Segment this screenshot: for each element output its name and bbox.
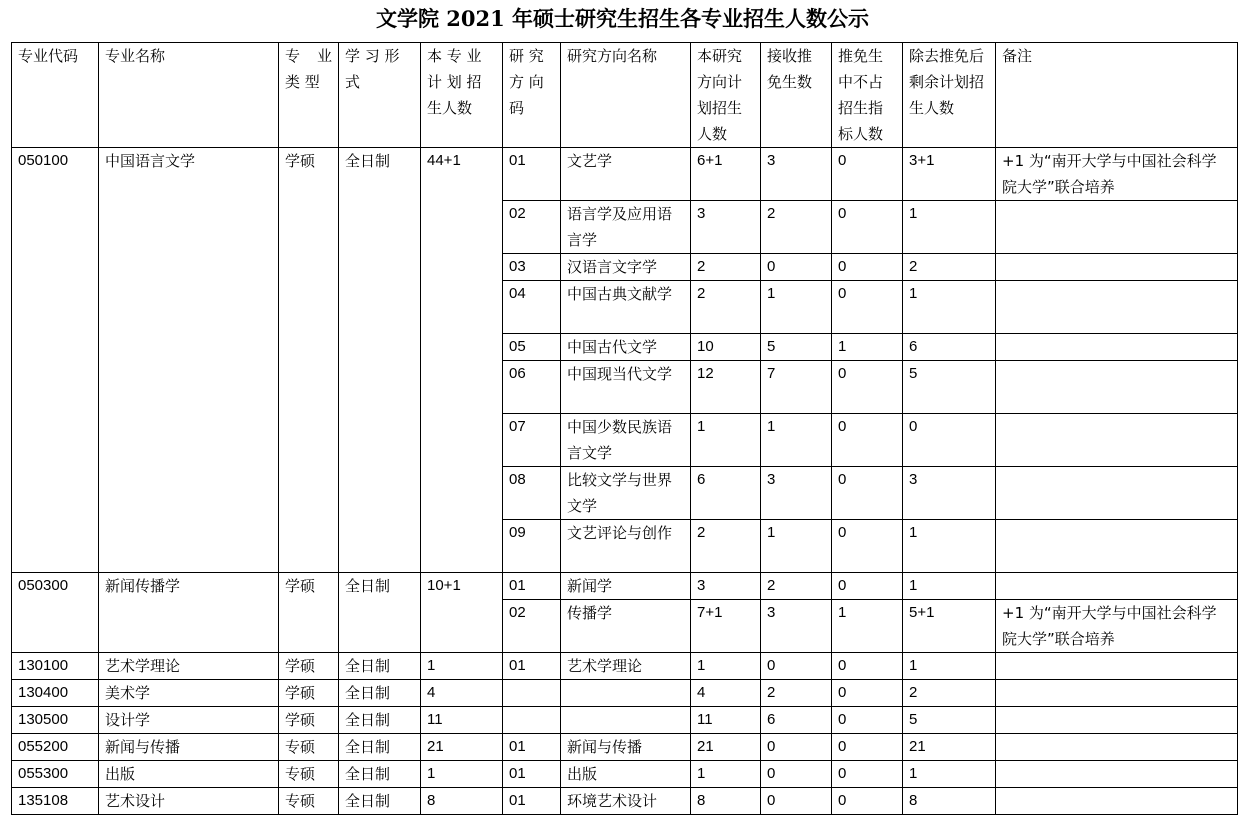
major-name: 艺术设计 [99,788,279,815]
recommended-count: 3 [761,467,832,520]
direction-code: 01 [503,788,561,815]
table-row [12,148,1238,201]
direction-code: 05 [503,334,561,361]
direction-code: 03 [503,254,561,281]
remaining-count: 3+1 [903,148,996,201]
recommended-count: 1 [761,414,832,467]
direction-code: 01 [503,761,561,788]
major-plan: 10+1 [421,573,503,653]
note-cell [996,520,1238,573]
not-counted-count: 0 [832,254,903,281]
header-note: 备注 [996,43,1238,148]
study-mode: 全日制 [339,788,421,815]
not-counted-count: 0 [832,201,903,254]
major-code: 135108 [12,788,99,815]
recommended-count: 2 [761,573,832,600]
note-cell [996,734,1238,761]
direction-name: 新闻与传播 [561,734,691,761]
direction-plan: 6 [691,467,761,520]
direction-plan: 12 [691,361,761,414]
remaining-count: 5 [903,707,996,734]
direction-plan: 1 [691,761,761,788]
major-name: 新闻传播学 [99,573,279,653]
direction-code: 04 [503,281,561,334]
remaining-count: 0 [903,414,996,467]
remaining-count: 5+1 [903,600,996,653]
recommended-count: 6 [761,707,832,734]
not-counted-count: 0 [832,361,903,414]
remaining-count: 2 [903,254,996,281]
major-type: 学硕 [279,573,339,653]
major-name: 美术学 [99,680,279,707]
note-cell: +1 为“南开大学与中国社会科学院大学”联合培养 [996,600,1238,653]
remaining-count: 1 [903,520,996,573]
direction-name: 中国古典文献学 [561,281,691,334]
header-direction-code: 研 究 方 向 码 [503,43,561,148]
header-major-code: 专业代码 [12,43,99,148]
major-code: 050100 [12,148,99,573]
direction-plan: 2 [691,520,761,573]
not-counted-count: 0 [832,520,903,573]
direction-plan: 2 [691,281,761,334]
study-mode: 全日制 [339,573,421,653]
not-counted-count: 0 [832,467,903,520]
major-type: 专硕 [279,788,339,815]
direction-name: 文艺学 [561,148,691,201]
remaining-count: 1 [903,281,996,334]
major-type: 学硕 [279,680,339,707]
header-not-counted: 推免生中不占招生指标人数 [832,43,903,148]
direction-plan: 7+1 [691,600,761,653]
direction-plan: 2 [691,254,761,281]
header-direction-plan: 本研究方向计划招生人数 [691,43,761,148]
direction-name: 中国现当代文学 [561,361,691,414]
major-plan: 11 [421,707,503,734]
note-cell [996,707,1238,734]
page-title: 文学院 2021 年硕士研究生招生各专业招生人数公示 [375,6,870,31]
major-type: 专硕 [279,734,339,761]
note-cell [996,573,1238,600]
direction-code [503,707,561,734]
major-plan: 8 [421,788,503,815]
not-counted-count: 0 [832,148,903,201]
remaining-count: 1 [903,573,996,600]
recommended-count: 2 [761,680,832,707]
note-cell [996,414,1238,467]
direction-name: 比较文学与世界文学 [561,467,691,520]
major-code: 055300 [12,761,99,788]
header-major-type: 专 业 类 型 [279,43,339,148]
major-code: 050300 [12,573,99,653]
note-cell [996,281,1238,334]
direction-plan: 8 [691,788,761,815]
major-type: 学硕 [279,148,339,573]
remaining-count: 21 [903,734,996,761]
major-plan: 1 [421,653,503,680]
major-plan: 4 [421,680,503,707]
not-counted-count: 1 [832,600,903,653]
not-counted-count: 0 [832,707,903,734]
direction-code: 01 [503,653,561,680]
recommended-count: 0 [761,788,832,815]
header-remaining: 除去推免后剩余计划招生人数 [903,43,996,148]
header-major-name: 专业名称 [99,43,279,148]
table-row [12,680,1238,707]
not-counted-count: 0 [832,414,903,467]
recommended-count: 3 [761,148,832,201]
note-cell [996,334,1238,361]
study-mode: 全日制 [339,653,421,680]
direction-code: 09 [503,520,561,573]
note-cell [996,761,1238,788]
study-mode: 全日制 [339,148,421,573]
recommended-count: 7 [761,361,832,414]
recommended-count: 0 [761,653,832,680]
header-study-mode: 学 习 形 式 [339,43,421,148]
direction-code: 01 [503,734,561,761]
direction-name: 传播学 [561,600,691,653]
major-name: 设计学 [99,707,279,734]
direction-name: 语言学及应用语言学 [561,201,691,254]
table-header-row [12,43,1238,148]
major-type: 专硕 [279,761,339,788]
direction-plan: 4 [691,680,761,707]
major-type: 学硕 [279,707,339,734]
recommended-count: 0 [761,254,832,281]
table-row [12,734,1238,761]
study-mode: 全日制 [339,734,421,761]
major-name: 中国语言文学 [99,148,279,573]
direction-name: 文艺评论与创作 [561,520,691,573]
table-row [12,573,1238,600]
direction-name: 汉语言文字学 [561,254,691,281]
note-cell [996,788,1238,815]
remaining-count: 1 [903,201,996,254]
direction-name [561,680,691,707]
major-code: 130400 [12,680,99,707]
recommended-count: 3 [761,600,832,653]
not-counted-count: 0 [832,734,903,761]
note-cell [996,361,1238,414]
remaining-count: 1 [903,761,996,788]
direction-plan: 1 [691,414,761,467]
header-direction-name: 研究方向名称 [561,43,691,148]
not-counted-count: 0 [832,761,903,788]
table-row [12,707,1238,734]
recommended-count: 1 [761,520,832,573]
major-plan: 1 [421,761,503,788]
note-cell [996,680,1238,707]
recommended-count: 5 [761,334,832,361]
table-row [12,761,1238,788]
header-major-plan: 本 专 业 计 划 招 生人数 [421,43,503,148]
direction-plan: 3 [691,201,761,254]
direction-name: 中国古代文学 [561,334,691,361]
recommended-count: 2 [761,201,832,254]
table-row [12,653,1238,680]
major-name: 新闻与传播 [99,734,279,761]
direction-code: 08 [503,467,561,520]
direction-code: 01 [503,148,561,201]
direction-plan: 1 [691,653,761,680]
direction-plan: 21 [691,734,761,761]
remaining-count: 1 [903,653,996,680]
major-code: 055200 [12,734,99,761]
major-code: 130100 [12,653,99,680]
major-name: 出版 [99,761,279,788]
remaining-count: 8 [903,788,996,815]
direction-name: 出版 [561,761,691,788]
not-counted-count: 0 [832,573,903,600]
remaining-count: 2 [903,680,996,707]
not-counted-count: 0 [832,653,903,680]
direction-name [561,707,691,734]
direction-code: 07 [503,414,561,467]
study-mode: 全日制 [339,680,421,707]
remaining-count: 6 [903,334,996,361]
not-counted-count: 0 [832,680,903,707]
direction-name: 环境艺术设计 [561,788,691,815]
recommended-count: 0 [761,734,832,761]
study-mode: 全日制 [339,761,421,788]
major-plan: 21 [421,734,503,761]
direction-name: 新闻学 [561,573,691,600]
direction-plan: 10 [691,334,761,361]
major-plan: 44+1 [421,148,503,573]
direction-code: 02 [503,600,561,653]
enrollment-table [11,42,1238,815]
note-cell: +1 为“南开大学与中国社会科学院大学”联合培养 [996,148,1238,201]
header-recommended: 接收推免生数 [761,43,832,148]
note-cell [996,653,1238,680]
direction-code: 02 [503,201,561,254]
direction-plan: 3 [691,573,761,600]
direction-code: 01 [503,573,561,600]
note-cell [996,201,1238,254]
note-cell [996,467,1238,520]
major-name: 艺术学理论 [99,653,279,680]
note-cell [996,254,1238,281]
direction-name: 中国少数民族语言文学 [561,414,691,467]
not-counted-count: 0 [832,281,903,334]
remaining-count: 5 [903,361,996,414]
major-type: 学硕 [279,653,339,680]
direction-plan: 11 [691,707,761,734]
major-code: 130500 [12,707,99,734]
direction-plan: 6+1 [691,148,761,201]
direction-code: 06 [503,361,561,414]
direction-code [503,680,561,707]
study-mode: 全日制 [339,707,421,734]
not-counted-count: 0 [832,788,903,815]
table-row [12,788,1238,815]
recommended-count: 1 [761,281,832,334]
direction-name: 艺术学理论 [561,653,691,680]
remaining-count: 3 [903,467,996,520]
recommended-count: 0 [761,761,832,788]
not-counted-count: 1 [832,334,903,361]
